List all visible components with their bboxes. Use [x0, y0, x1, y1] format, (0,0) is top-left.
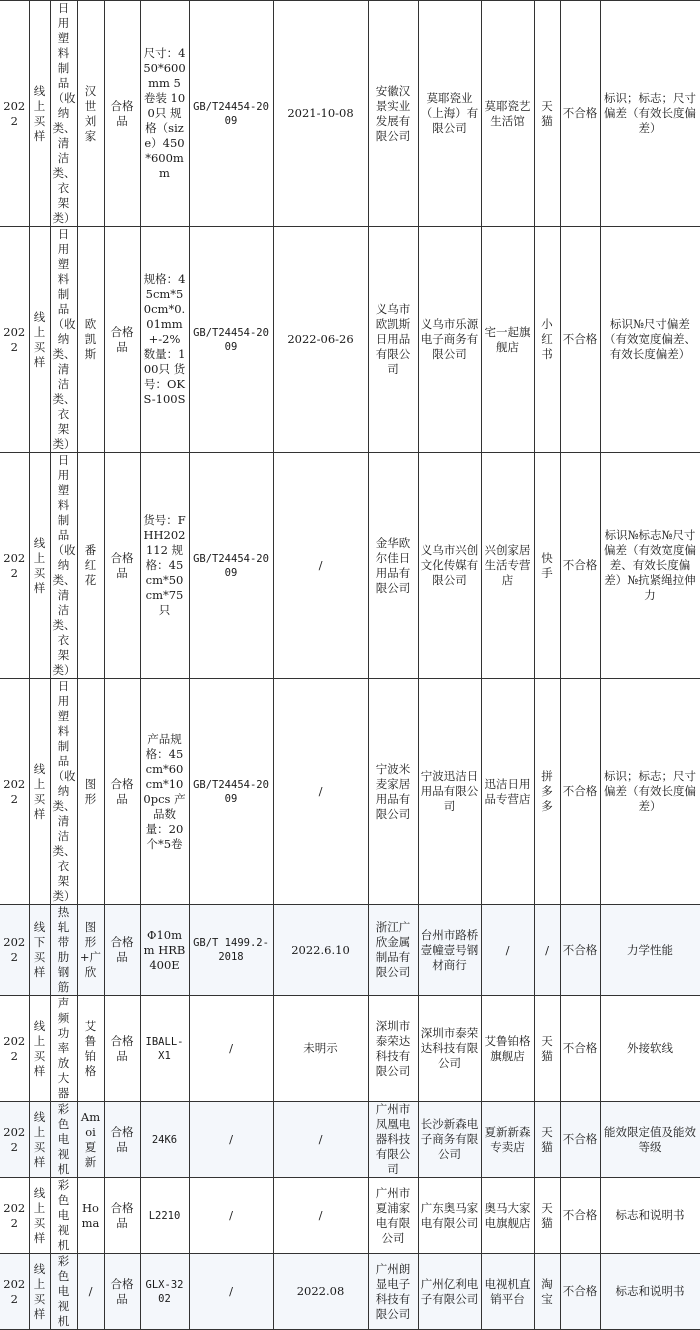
table-body — [0, 1, 700, 1330]
result-cell: 不合格 — [560, 1, 600, 227]
manufacturer-cell: 深圳市泰荣达科技有限公司 — [368, 996, 418, 1102]
platform-cell: 小红书 — [534, 227, 560, 453]
brand-cell: 欧凯斯 — [77, 227, 104, 453]
category-cell: 日用塑料制品（收纳类、清洁类、衣架类） — [50, 453, 77, 679]
issue-cell: 标识；标志；尺寸偏差（有效长度偏差） — [600, 1, 700, 227]
issue-cell: 标志和说明书 — [600, 1254, 700, 1330]
category-cell: 声频功率放大器 — [50, 996, 77, 1102]
status-cell: 合格品 — [104, 679, 140, 905]
status-cell: 合格品 — [104, 996, 140, 1102]
manufacturer-cell: 广州市凤凰电器科技有限公司 — [368, 1102, 418, 1178]
brand-cell: Homa — [77, 1178, 104, 1254]
table-row — [0, 679, 700, 905]
manufacturer-cell: 广州朗显电子科技有限公司 — [368, 1254, 418, 1330]
standard-cell: GB/T 1499.2-2018 — [189, 905, 273, 996]
spec-cell: 规格：45cm*50cm*0.01mm+-2% 数量：100只 货号：OKS-100S — [140, 227, 189, 453]
result-cell: 不合格 — [560, 227, 600, 453]
seller-cell: 广州亿利电子有限公司 — [418, 1254, 481, 1330]
status-cell: 合格品 — [104, 227, 140, 453]
spec-cell: 尺寸：450*600mm 5卷装 100只 规格（size）450*600mm — [140, 1, 189, 227]
shop-cell: 莫耶瓷艺生活馆 — [481, 1, 534, 227]
platform-cell: / — [534, 905, 560, 996]
brand-cell: 艾鲁铂格 — [77, 996, 104, 1102]
manufacturer-cell: 义乌市欧凯斯日用品有限公司 — [368, 227, 418, 453]
standard-cell: / — [189, 996, 273, 1102]
shop-cell: 宅一起旗舰店 — [481, 227, 534, 453]
method-cell: 线下买样 — [29, 905, 50, 996]
seller-cell: 义乌市乐源电子商务有限公司 — [418, 227, 481, 453]
year-cell: 2022 — [0, 1178, 29, 1254]
platform-cell: 快手 — [534, 453, 560, 679]
spec-cell: 产品规格：45cm*60cm*100pcs 产品数量：20个*5卷 — [140, 679, 189, 905]
category-cell: 日用塑料制品（收纳类、清洁类、衣架类） — [50, 227, 77, 453]
method-cell: 线上买样 — [29, 679, 50, 905]
brand-cell: 汉世刘家 — [77, 1, 104, 227]
result-cell: 不合格 — [560, 679, 600, 905]
brand-cell: Amoi夏新 — [77, 1102, 104, 1178]
standard-cell: / — [189, 1254, 273, 1330]
category-cell: 日用塑料制品（收纳类、清洁类、衣架类） — [50, 1, 77, 227]
shop-cell: 夏新新森专卖店 — [481, 1102, 534, 1178]
seller-cell: 深圳市泰荣达科技有限公司 — [418, 996, 481, 1102]
year-cell: 2022 — [0, 453, 29, 679]
brand-cell: 图形 — [77, 679, 104, 905]
status-cell: 合格品 — [104, 1254, 140, 1330]
year-cell: 2022 — [0, 1, 29, 227]
standard-cell: GB/T24454-2009 — [189, 679, 273, 905]
spec-cell: GLX-3202 — [140, 1254, 189, 1330]
table-row — [0, 1178, 700, 1254]
date-cell: 2022-06-26 — [273, 227, 368, 453]
category-cell: 日用塑料制品（收纳类、清洁类、衣架类） — [50, 679, 77, 905]
year-cell: 2022 — [0, 905, 29, 996]
date-cell: / — [273, 1178, 368, 1254]
manufacturer-cell: 宁波米麦家居用品有限公司 — [368, 679, 418, 905]
shop-cell: / — [481, 905, 534, 996]
result-cell: 不合格 — [560, 1254, 600, 1330]
issue-cell: 标识№尺寸偏差（有效宽度偏差、有效长度偏差） — [600, 227, 700, 453]
manufacturer-cell: 安徽汉景实业发展有限公司 — [368, 1, 418, 227]
category-cell: 彩色电视机 — [50, 1102, 77, 1178]
status-cell: 合格品 — [104, 453, 140, 679]
year-cell: 2022 — [0, 679, 29, 905]
table-row — [0, 1254, 700, 1330]
table-row — [0, 996, 700, 1102]
method-cell: 线上买样 — [29, 227, 50, 453]
result-cell: 不合格 — [560, 453, 600, 679]
category-cell: 彩色电视机 — [50, 1254, 77, 1330]
platform-cell: 淘宝 — [534, 1254, 560, 1330]
spec-cell: L2210 — [140, 1178, 189, 1254]
standard-cell: GB/T24454-2009 — [189, 227, 273, 453]
spec-cell: Φ10mm HRB400E — [140, 905, 189, 996]
standard-cell: GB/T24454-2009 — [189, 453, 273, 679]
issue-cell: 标志和说明书 — [600, 1178, 700, 1254]
year-cell: 2022 — [0, 1102, 29, 1178]
spec-cell: 货号：FHH202112 规格：45cm*50cm*75只 — [140, 453, 189, 679]
seller-cell: 莫耶瓷业（上海）有限公司 — [418, 1, 481, 227]
result-cell: 不合格 — [560, 1102, 600, 1178]
manufacturer-cell: 浙江广欣金属制品有限公司 — [368, 905, 418, 996]
seller-cell: 长沙新森电子商务有限公司 — [418, 1102, 481, 1178]
manufacturer-cell: 广州市夏浦家电有限公司 — [368, 1178, 418, 1254]
shop-cell: 兴创家居生活专营店 — [481, 453, 534, 679]
issue-cell: 标识；标志；尺寸偏差（有效长度偏差） — [600, 679, 700, 905]
platform-cell: 天猫 — [534, 1, 560, 227]
standard-cell: / — [189, 1102, 273, 1178]
seller-cell: 广东奥马家电有限公司 — [418, 1178, 481, 1254]
method-cell: 线上买样 — [29, 1254, 50, 1330]
date-cell: 2022.08 — [273, 1254, 368, 1330]
year-cell: 2022 — [0, 996, 29, 1102]
issue-cell: 外接软线 — [600, 996, 700, 1102]
date-cell: 2022.6.10 — [273, 905, 368, 996]
standard-cell: GB/T24454-2009 — [189, 1, 273, 227]
category-cell: 热轧带肋钢筋 — [50, 905, 77, 996]
brand-cell: / — [77, 1254, 104, 1330]
method-cell: 线上买样 — [29, 1178, 50, 1254]
spec-cell: 24K6 — [140, 1102, 189, 1178]
spec-cell: IBALL-X1 — [140, 996, 189, 1102]
result-cell: 不合格 — [560, 996, 600, 1102]
method-cell: 线上买样 — [29, 453, 50, 679]
seller-cell: 义乌市兴创文化传媒有限公司 — [418, 453, 481, 679]
standard-cell: / — [189, 1178, 273, 1254]
method-cell: 线上买样 — [29, 1102, 50, 1178]
status-cell: 合格品 — [104, 1178, 140, 1254]
seller-cell: 宁波迅洁日用品有限公司 — [418, 679, 481, 905]
shop-cell: 艾鲁铂格旗舰店 — [481, 996, 534, 1102]
manufacturer-cell: 金华欧尔佳日用品有限公司 — [368, 453, 418, 679]
date-cell: / — [273, 679, 368, 905]
seller-cell: 台州市路桥壹幢壹号钢材商行 — [418, 905, 481, 996]
result-cell: 不合格 — [560, 1178, 600, 1254]
date-cell: / — [273, 453, 368, 679]
platform-cell: 天猫 — [534, 1102, 560, 1178]
table-row — [0, 905, 700, 996]
platform-cell: 拼多多 — [534, 679, 560, 905]
shop-cell: 电视机直销平台 — [481, 1254, 534, 1330]
year-cell: 2022 — [0, 227, 29, 453]
platform-cell: 天猫 — [534, 1178, 560, 1254]
year-cell: 2022 — [0, 1254, 29, 1330]
table-row — [0, 1102, 700, 1178]
shop-cell: 奥马大家电旗舰店 — [481, 1178, 534, 1254]
status-cell: 合格品 — [104, 905, 140, 996]
issue-cell: 能效限定值及能效等级 — [600, 1102, 700, 1178]
status-cell: 合格品 — [104, 1, 140, 227]
date-cell: / — [273, 1102, 368, 1178]
result-cell: 不合格 — [560, 905, 600, 996]
method-cell: 线上买样 — [29, 1, 50, 227]
category-cell: 彩色电视机 — [50, 1178, 77, 1254]
shop-cell: 迅洁日用品专营店 — [481, 679, 534, 905]
table-row — [0, 227, 700, 453]
issue-cell: 力学性能 — [600, 905, 700, 996]
platform-cell: 天猫 — [534, 996, 560, 1102]
brand-cell: 番红花 — [77, 453, 104, 679]
date-cell: 未明示 — [273, 996, 368, 1102]
issue-cell: 标识№标志№尺寸偏差（有效宽度偏差、有效长度偏差）№抗紧绳拉伸力 — [600, 453, 700, 679]
method-cell: 线上买样 — [29, 996, 50, 1102]
brand-cell: 图形+广欣 — [77, 905, 104, 996]
date-cell: 2021-10-08 — [273, 1, 368, 227]
table-row — [0, 1, 700, 227]
table-row — [0, 453, 700, 679]
status-cell: 合格品 — [104, 1102, 140, 1178]
